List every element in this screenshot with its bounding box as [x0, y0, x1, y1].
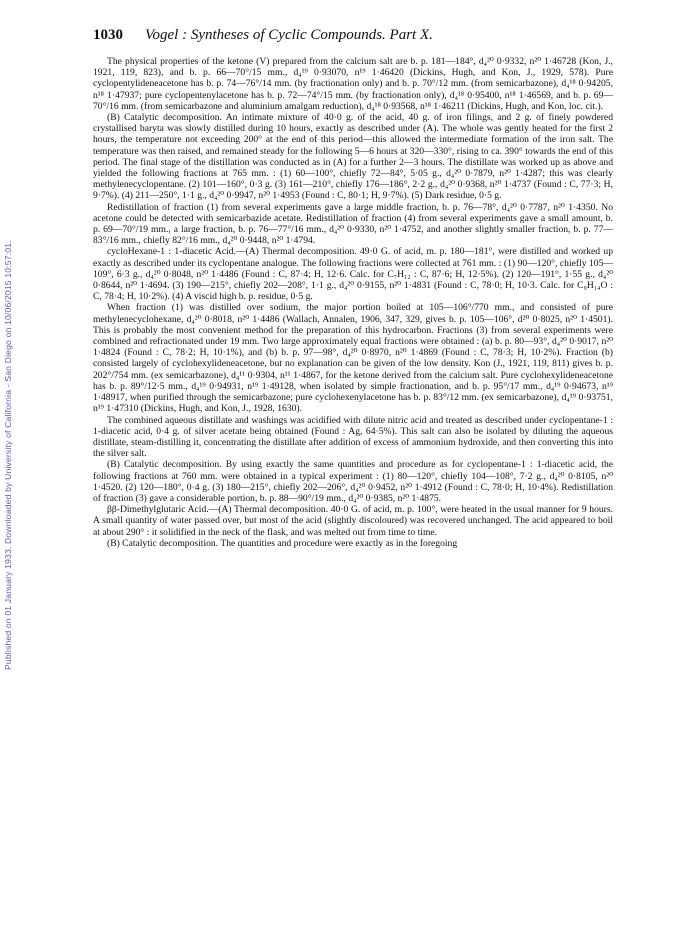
margin-note-text: Published on 01 January 1933. Downloaded by University of California - San Diego on 10/06/2015 10:57:01. — [3, 240, 13, 670]
paragraph-catalytic-decomposition: (B) Catalytic decomposition. An intimate mixture of 40·0 g. of the acid, 40 g. of iron filings, and 2 g. of finely powdered crystallised baryta was slowly distilled during 10 hours, exactly as described under (A). The whole was gently heated for the first 2 hours, the temperature not exceeding 200° at the end of this period—this allowed the intermediate formation of the iron salt. The temperature was then raised, and remained steady for the following 5—6 hours at 320—330°, rising to ca. 390° towards the end of this period. The final stage of the distillation was conducted as in (A) for a further 2—3 hours. The distillate was worked up as above and yielded the following fractions at 765 mm. : (1) 60—100°, chiefly 72—84°, 5·05 g., d₄²⁰ 0·7879, n²⁰ 1·4287; this was clearly methylenecyclopentane. (2) 101—160°, 0·3 g. (3) 161—210°, chiefly 176—186°, 2·2 g., d₄²⁰ 0·9368, n²⁰ 1·4737 (Found : C, 77·3; H, 9·7%). (4) 211—250°, 1·1 g., d₄²⁰ 0·9947, n²⁰ 1·4953 (Found : C, 80·1; H, 9·7%). (5) Dark residue, 0·5 g. — [93, 112, 613, 202]
page-number: 1030 — [93, 27, 123, 43]
running-title: Vogel : Syntheses of Cyclic Compounds. Part X. — [145, 27, 433, 43]
page-header — [93, 27, 613, 49]
article-body — [93, 56, 613, 549]
paragraph-cyclohexane-catalytic: (B) Catalytic decomposition. By using exactly the same quantities and procedure as for cyclopentane-1 : 1-diacetic acid, the following fractions at 760 mm. were obtained in a typical experiment : (1) 80—120°, chiefly 104—108°, 7·2 g., d₄²⁰ 0·8105, n²⁰ 1·4520. (2) 120—180°, 0·4 g. (3) 180—215°, chiefly 202—206°, d₄²⁰ 0·9452, n²⁰ 1·4912 (Found : C, 78·0; H, 10·4%). Redistillation of fraction (3) gave a considerable portion, b. p. 88—90°/19 mm., d₄²⁰ 0·9385, n²⁰ 1·4875. — [93, 459, 613, 504]
download-margin-note — [2, 150, 16, 670]
paragraph-dimethylglutaric-catalytic: (B) Catalytic decomposition. The quantities and procedure were exactly as in the foregoing — [107, 537, 458, 549]
paragraph-cyclohexane-thermal: cycloHexane-1 : 1-diacetic Acid.—(A) Thermal decomposition. 49·0 G. of acid, m. p. 180—181°, were distilled and worked up exactly as described under its cyclopentane analogue. The following fractions were collected at 761 mm. : (1) 90—120°, chiefly 105—109°, 6·3 g., d₄²⁰ 0·8048, n²⁰ 1·4486 (Found : C, 87·4; H, 12·6. Calc. for C₇H₁₂ : C, 87·6; H, 12·5%). (2) 120—191°, 1·55 g., d₄²⁰ 0·8644, n²⁰ 1·4694. (3) 190—215°, chiefly 202—208°, 1·1 g., d₄²⁰ 0·9155, n²⁰ 1·4831 (Found : C, 78·0; H, 10·3. Calc. for C₉H₁₄O : C, 78·4; H, 10·2%). (4) A viscid high b. p. residue, 0·5 g. — [93, 246, 613, 303]
paragraph-aqueous-distillate: The combined aqueous distillate and washings was acidified with dilute nitric acid and treated as described under cyclopentane-1 : 1-diacetic acid, 0·4 g. of silver acetate being obtained (Found : Ag, 64·5%). This salt can also be isolated by diluting the aqueous distillate, steam-distilling it, concentrating the distillate after addition of excess of ammonium hydroxide, and then converting this into the silver salt. — [93, 414, 613, 460]
paragraph-dimethylglutaric-thermal: ββ-Dimethylglutaric Acid.—(A) Thermal decomposition. 40·0 G. of acid, m. p. 100°, were heated in the usual manner for 9 hours. A small quantity of water passed over, but most of the acid (slightly discoloured) was recovered unchanged. The acid appeared to boil at about 290° : it solidified in the neck of the flask, and was melted out from time to time. — [93, 504, 613, 538]
paragraph-ketone-properties: The physical properties of the ketone (V) prepared from the calcium salt are b. p. 181—184°, d₄²⁰ 0·9332, n²⁰ 1·46728 (Kon, J., 1921, 119, 823), and b. p. 66—70°/15 mm., d₄¹⁹ 0·93070, n¹⁹ 1·46420 (Dickins, Hugh, and Kon, J., 1929, 578). Pure cyclopentylideneacetone has b. p. 74—76°/14 mm. (by fractionation only) and b. p. 70°/12 mm. (from semicarbazone), d₄¹⁸ 0·94205, n¹⁸ 1·47937; pure cyclopentenylacetone has b. p. 72—74°/15 mm. (by fractionation only), d₄¹⁸ 0·95400, n¹⁸ 1·46569, and b. p. 69—70°/16 mm. (from semicarbazone and aluminium amalgam reduction), d₄¹⁸ 0·93568, n¹⁸ 1·46211 (Dickins, Hugh, and Kon, loc. cit.). — [93, 56, 613, 112]
paragraph-redistillation: Redistillation of fraction (1) from several experiments gave a large middle fraction, b. p. 76—78°, d₄²⁰ 0·7787, n²⁰ 1·4350. No acetone could be detected with semicarbazide acetate. Redistillation of fraction (4) from several experiments gave a small amount, b. p. 69—70°/19 mm., a large fraction, b. p. 76—77°/16 mm., d₄²⁰ 0·9330, n²⁰ 1·4752, and another slightly smaller fraction, b. p. 77—83°/16 mm., chiefly 82°/16 mm., d₄²⁰ 0·9448, n²⁰ 1·4794. — [93, 201, 613, 247]
paragraph-sodium-distillation: When fraction (1) was distilled over sodium, the major portion boiled at 105—106°/770 mm., and consisted of pure methylenecyclohexane, d₄²⁰ 0·8018, n²⁰ 1·4486 (Wallach, Annalen, 1906, 347, 329, gives b. p. 105—106°, d²⁰ 0·8025, n²⁰ 1·4501). This is probably the most convenient method for the preparation of this hydrocarbon. Fractions (3) from several experiments were combined and refractionated under 19 mm. Two large approximately equal fractions were obtained : (a) b. p. 80—93°, d₄²⁰ 0·9017, n²⁰ 1·4824 (Found : C, 78·2; H, 10·1%), and (b) b. p. 97—98°, d₄²⁰ 0·8970, n²⁰ 1·4869 (Found : C, 78·3; H, 10·2%). Fraction (b) consisted largely of cyclohexylideneacetone, but no explanation can be given of the low density. Kon (J., 1921, 119, 811) gives b. p. 202°/754 mm. (ex semicarbazone), d₄¹¹ 0·9304, n¹¹ 1·4867, for the ketone derived from the calcium salt. Pure cyclohexylideneacetone has b. p. 89°/12·5 mm., d₄¹⁹ 0·94931, n¹⁹ 1·49128, when isolated by simple fractionation, and b. p. 95°/17 mm., d₄¹⁹ 0·94673, n¹⁹ 1·48917, when purified through the semicarbazone; pure cyclohexenylacetone has b. p. 83°/12 mm. (ex semicarbazone), d₄¹⁹ 0·93751, n¹⁹ 1·47310 (Dickins, Hugh, and Kon, J., 1928, 1630). — [93, 302, 613, 415]
